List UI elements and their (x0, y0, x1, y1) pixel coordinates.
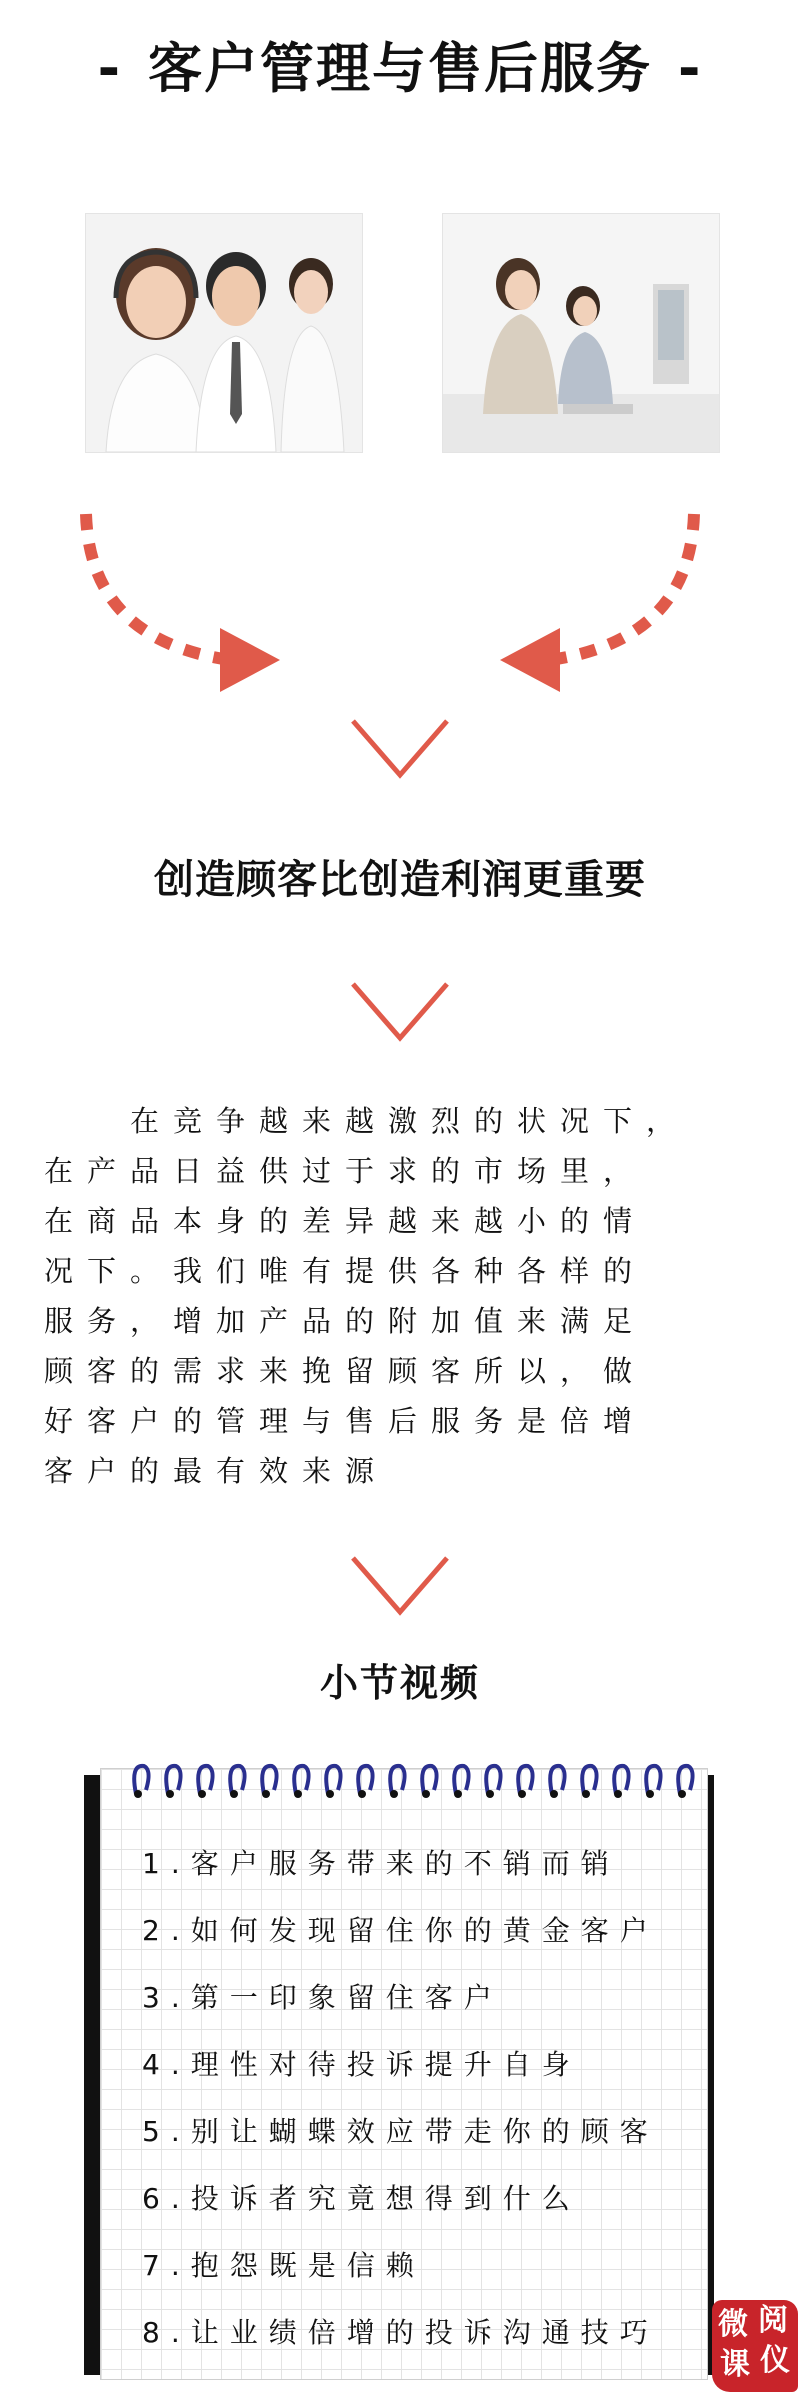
spiral-hole (678, 1790, 686, 1798)
spiral-ring (550, 1766, 564, 1794)
seal-char: 阅 (758, 2303, 788, 2338)
spiral-ring (454, 1766, 468, 1794)
office-call-center-photo (442, 213, 720, 453)
customer-service-team-photo (85, 213, 363, 453)
office-workers-illustration (443, 214, 719, 452)
spiral-ring (582, 1766, 596, 1794)
video-list-item[interactable]: 1.客户服务带来的不销而销 (142, 1847, 620, 1880)
paragraph-line: 好客户的管理与售后服务是倍增 (44, 1404, 647, 1438)
spiral-hole (390, 1790, 398, 1798)
spiral-ring (614, 1766, 628, 1794)
title-dash-left: - (97, 37, 122, 100)
video-list-item[interactable]: 4.理性对待投诉提升自身 (142, 2048, 581, 2081)
intro-paragraph (44, 1096, 724, 1496)
spiral-ring (486, 1766, 500, 1794)
slogan-heading: 创造顾客比创造利润更重要 (154, 857, 646, 903)
title-dash-right: - (678, 37, 703, 100)
chevron-down-icon (345, 715, 455, 785)
spiral-hole (262, 1790, 270, 1798)
spiral-ring (134, 1766, 148, 1794)
spiral-hole (518, 1790, 526, 1798)
spiral-hole (166, 1790, 174, 1798)
seal-char: 课 (720, 2347, 750, 2382)
spiral-ring (646, 1766, 660, 1794)
video-list-item[interactable]: 7.抱怨既是信赖 (142, 2249, 425, 2282)
spiral-hole (486, 1790, 494, 1798)
video-list (142, 1842, 702, 2378)
spiral-ring (294, 1766, 308, 1794)
spiral-binding-icon (122, 1760, 712, 1800)
paragraph-line: 客户的最有效来源 (44, 1454, 389, 1488)
spiral-ring (518, 1766, 532, 1794)
spiral-ring (390, 1766, 404, 1794)
spiral-ring (326, 1766, 340, 1794)
spiral-ring (198, 1766, 212, 1794)
spiral-hole (134, 1790, 142, 1798)
video-list-item[interactable]: 6.投诉者究竟想得到什么 (142, 2182, 581, 2215)
spiral-hole (582, 1790, 590, 1798)
weiyueke-seal-logo (712, 2300, 798, 2392)
spiral-ring (262, 1766, 276, 1794)
spiral-ring (678, 1766, 692, 1794)
page-title (0, 26, 800, 103)
spiral-hole (326, 1790, 334, 1798)
spiral-hole (550, 1790, 558, 1798)
video-list-item[interactable]: 5.别让蝴蝶效应带走你的顾客 (142, 2115, 659, 2148)
spiral-hole (198, 1790, 206, 1798)
spiral-hole (230, 1790, 238, 1798)
paragraph-line: 在竞争越来越激烈的状况下， (44, 1104, 690, 1138)
spiral-hole (422, 1790, 430, 1798)
spiral-ring (358, 1766, 372, 1794)
paragraph-line: 顾客的需求来挽留顾客所以，做 (44, 1354, 647, 1388)
paragraph-line: 服务，增加产品的附加值来满足 (44, 1304, 647, 1338)
team-headset-illustration (86, 214, 362, 452)
seal-char: 微 (718, 2307, 748, 2342)
paragraph-line: 况下。我们唯有提供各种各样的 (44, 1254, 647, 1288)
spiral-hole (614, 1790, 622, 1798)
spiral-hole (294, 1790, 302, 1798)
chevron-down-icon (345, 1552, 455, 1622)
spiral-ring (230, 1766, 244, 1794)
paragraph-line: 在商品本身的差异越来越小的情 (44, 1204, 647, 1238)
seal-char: 仪 (760, 2343, 790, 2378)
chevron-down-icon (345, 978, 455, 1048)
dashed-arrow-right-icon (440, 510, 700, 700)
video-list-item[interactable]: 3.第一印象留住客户 (142, 1981, 503, 2014)
spiral-ring (166, 1766, 180, 1794)
dashed-arrow-left-icon (80, 510, 340, 700)
video-list-item[interactable]: 8.让业绩倍增的投诉沟通技巧 (142, 2316, 659, 2349)
spiral-hole (358, 1790, 366, 1798)
spiral-ring (422, 1766, 436, 1794)
title-text: 客户管理与售后服务 (148, 37, 652, 100)
video-list-item[interactable]: 2.如何发现留住你的黄金客户 (142, 1914, 659, 1947)
section-title: 小节视频 (319, 1661, 480, 1705)
paragraph-line: 在产品日益供过于求的市场里， (44, 1154, 647, 1188)
spiral-hole (646, 1790, 654, 1798)
spiral-hole (454, 1790, 462, 1798)
